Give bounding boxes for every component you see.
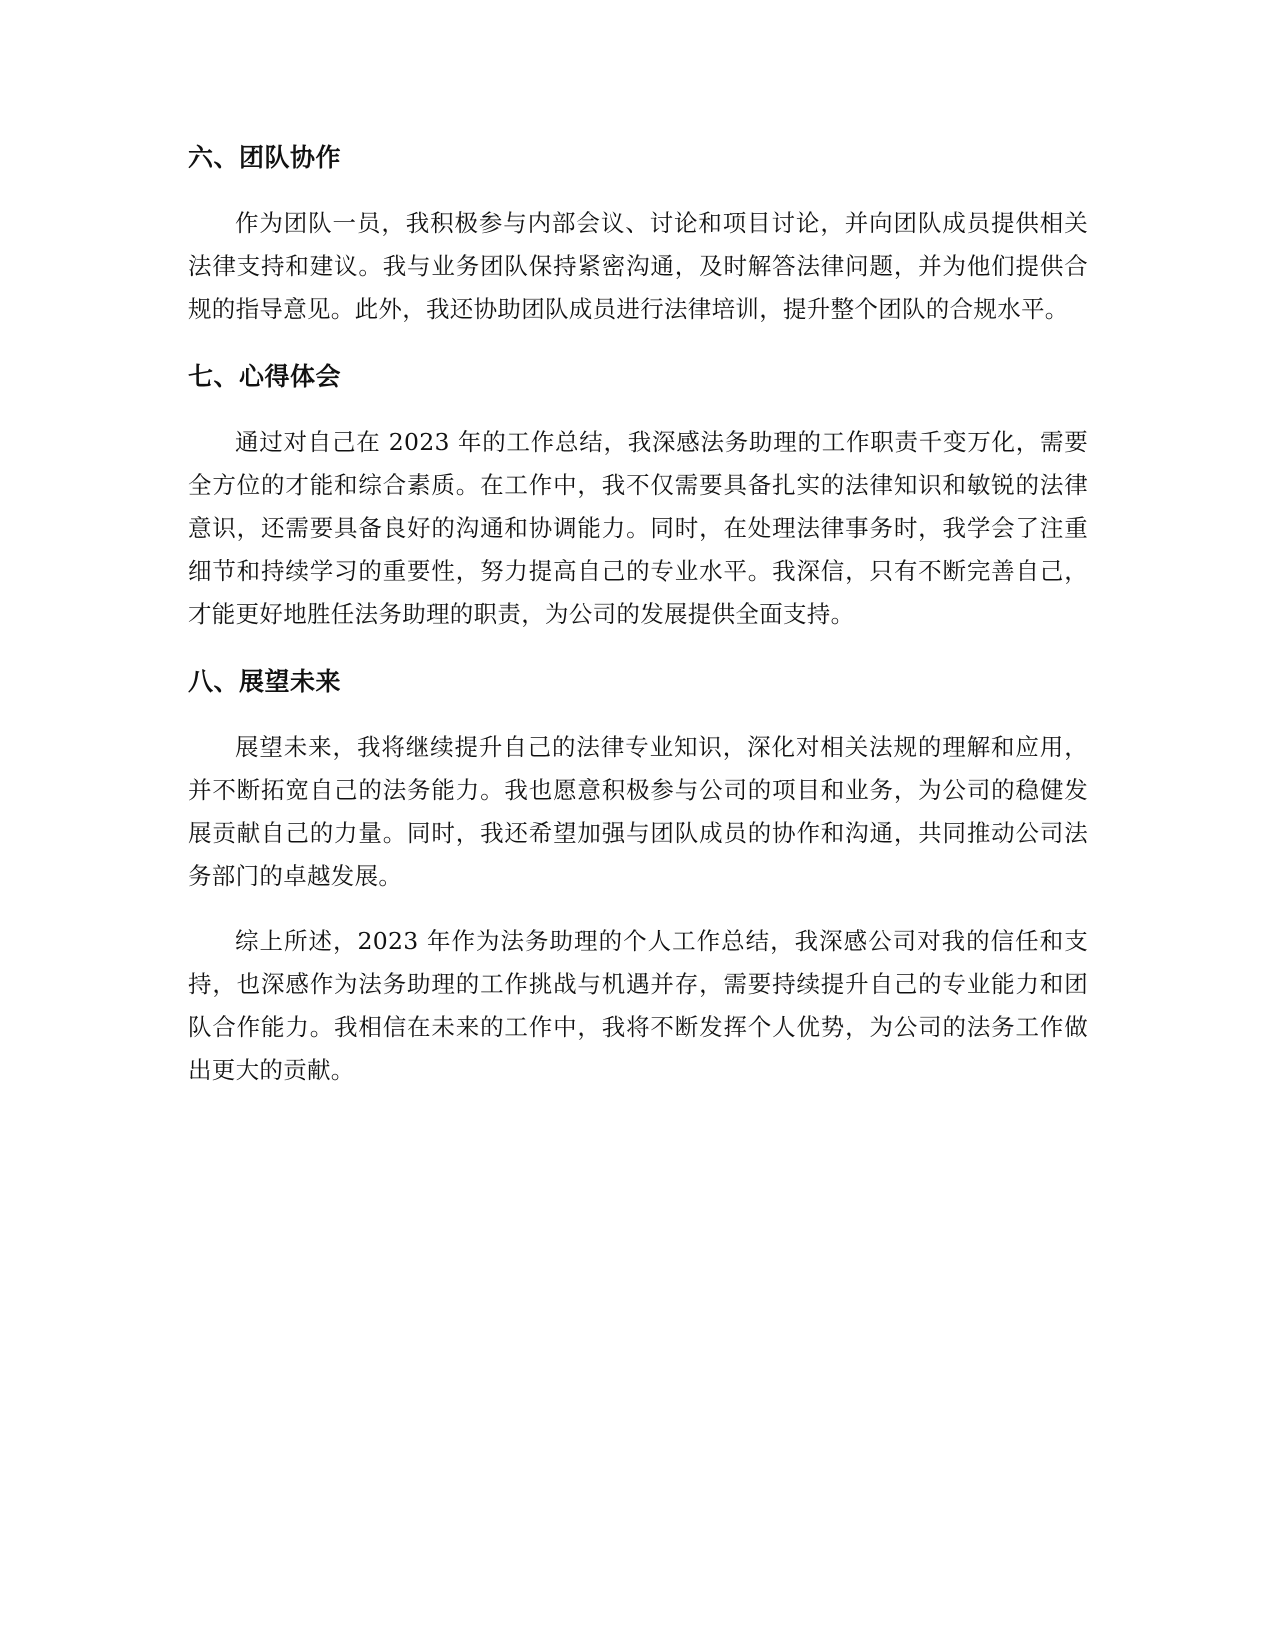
section-heading: 八、展望未来 <box>188 667 342 696</box>
section-heading: 六、团队协作 <box>188 143 342 172</box>
body-paragraph: 综上所述，2023 年作为法务助理的个人工作总结，我深感公司对我的信任和支持，也深感作为法务助理的工作挑战与机遇并存，需要持续提升自己的专业能力和团队合作能力。我相信在未来的工作中，我将不断发挥个人优势，为公司的法务工作做出更大的贡献。 <box>188 927 1088 1084</box>
document-body <box>188 140 1088 1092</box>
body-paragraph: 展望未来，我将继续提升自己的法律专业知识，深化对相关法规的理解和应用，并不断拓宽自己的法务能力。我也愿意积极参与公司的项目和业务，为公司的稳健发展贡献自己的力量。同时，我还希望加强与团队成员的协作和沟通，共同推动公司法务部门的卓越发展。 <box>188 733 1088 890</box>
section-heading: 七、心得体会 <box>188 362 342 391</box>
section-outlook <box>188 664 1088 1092</box>
body-paragraph: 作为团队一员，我积极参与内部会议、讨论和项目讨论，并向团队成员提供相关法律支持和建议。我与业务团队保持紧密沟通，及时解答法律问题，并为他们提供合规的指导意见。此外，我还协助团队成员进行法律培训，提升整个团队的合规水平。 <box>188 209 1088 323</box>
body-paragraph: 通过对自己在 2023 年的工作总结，我深感法务助理的工作职责千变万化，需要全方位的才能和综合素质。在工作中，我不仅需要具备扎实的法律知识和敏锐的法律意识，还需要具备良好的沟通和协调能力。同时，在处理法律事务时，我学会了注重细节和持续学习的重要性，努力提高自己的专业水平。我深信，只有不断完善自己，才能更好地胜任法务助理的职责，为公司的发展提供全面支持。 <box>188 428 1088 628</box>
section-team-collaboration <box>188 140 1088 331</box>
section-reflections <box>188 359 1088 636</box>
